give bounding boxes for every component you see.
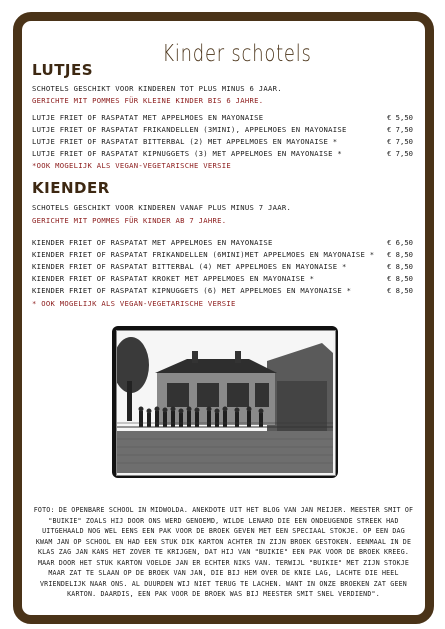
menu-item-price: € 8,50 <box>387 274 413 283</box>
menu-item-row <box>32 250 413 260</box>
lutjes-note: *OOK MOGELIJK ALS VEGAN-VEGETARISCHE VERSIE <box>32 161 231 170</box>
menu-item-row <box>32 262 413 272</box>
school-photo <box>112 326 338 478</box>
menu-item-price: € 6,50 <box>387 238 413 247</box>
kiender-intro: SCHOTELS GESCHIKT VOOR KINDEREN VANAF PLUS MINUS 7 JAAR. <box>32 203 292 212</box>
page-title: Kinder schotels <box>162 41 312 67</box>
menu-page <box>22 21 425 615</box>
menu-item-name: LUTJE FRIET OF RASPATAT MET APPELMOES EN MAYONAISE <box>32 113 264 122</box>
school-photo-image <box>116 330 336 476</box>
menu-item-row <box>32 137 413 147</box>
menu-item-price: € 7,50 <box>387 125 413 134</box>
kiender-intro-de: GERICHTE MIT POMMES FÜR KINDER AB 7 JAHRE. <box>32 216 227 225</box>
menu-item-row <box>32 274 413 284</box>
menu-item-row <box>32 238 413 248</box>
menu-item-price: € 7,50 <box>387 149 413 158</box>
menu-item-row <box>32 286 413 296</box>
menu-item-name: KIENDER FRIET OF RASPATAT KIPNUGGETS (6) MET APPELMOES EN MAYONAISE * <box>32 286 352 295</box>
kiender-note: * OOK MOGELIJK ALS VEGAN-VEGETARISCHE VERSIE <box>32 299 236 308</box>
menu-frame <box>13 12 434 624</box>
menu-item-price: € 8,50 <box>387 262 413 271</box>
menu-item-name: LUTJE FRIET OF RASPATAT KIPNUGGETS (3) MET APPELMOES EN MAYONAISE * <box>32 149 343 158</box>
menu-item-name: KIENDER FRIET OF RASPATAT KROKET MET APPELMOES EN MAYONAISE * <box>32 274 315 283</box>
lutjes-intro-de: GERICHTE MIT POMMES FÜR KLEINE KINDER BIS 6 JAHRE. <box>32 96 264 105</box>
school-building-illustration <box>117 331 333 473</box>
menu-item-price: € 5,50 <box>387 113 413 122</box>
menu-item-name: LUTJE FRIET OF RASPATAT BITTERBAL (2) MET APPELMOES EN MAYONAISE * <box>32 137 338 146</box>
section-heading-kiender: KIENDER <box>32 179 110 197</box>
photo-caption: FOTO: DE OPENBARE SCHOOL IN MIDWOLDA. ANEKDOTE UIT HET BLOG VAN JAN MEIJER. MEESTER SMIT OF "BUIKIE" ZOALS HIJ DOOR ONS WERD GENOEMD, WILDE LENARD DIE EEN ONDEUGENDE STREEK HAD UITGEHAALD NOG WEL EENS EEN PAK VOOR DE BROEK GEVEN MET EEN SPECIAAL STOKJE. OP EEN DAG KWAM JAN OP SCHOOL EN HAD EEN STUK DIK KARTON ACHTER IN ZIJN BROEK GESTOKEN. EENMAAL IN DE KLAS ZAG JAN KANS HET ZOVER TE KRIJGEN, DAT HIJ VAN "BUIKIE" EEN PAK VOOR DE BROEK KREEG. MAAR DOOR HET STUK KARTON VOELDE JAN ER ECHTER NIKS VAN. TERWIJL "BUIKIE" MET ZIJN STOKJE MAAR ZAT TE SLAAN OP DE BROEK VAN JAN, DIE BIJ HEM OVER DE KNIE LAG, LACHTE DIE HEEL VRIENDELIJK NAAR ONS. AL DUURDEN WIJ NIET TERUG TE LACHEN. WANT IN ONZE BROEKEN ZAT GEEN KARTON. DAARDIS, EEN PAK VOOR DE BROEK WAS BIJ MEESTER SMIT SNEL VERDIEND". <box>33 506 414 598</box>
menu-item-name: LUTJE FRIET OF RASPATAT FRIKANDELLEN (3MINI), APPELMOES EN MAYONAISE <box>32 125 347 134</box>
menu-item-price: € 8,50 <box>387 250 413 259</box>
menu-item-row <box>32 149 413 159</box>
menu-item-row <box>32 125 413 135</box>
menu-item-name: KIENDER FRIET OF RASPATAT FRIKANDELLEN (6MINI)MET APPELMOES EN MAYONAISE * <box>32 250 375 259</box>
section-heading-lutjes: LUTJES <box>32 61 94 79</box>
lutjes-intro: SCHOTELS GESCHIKT VOOR KINDEREN TOT PLUS MINUS 6 JAAR. <box>32 84 282 93</box>
menu-item-name: KIENDER FRIET OF RASPATAT MET APPELMOES EN MAYONAISE <box>32 238 273 247</box>
menu-item-name: KIENDER FRIET OF RASPATAT BITTERBAL (4) MET APPELMOES EN MAYONAISE * <box>32 262 347 271</box>
menu-item-row <box>32 113 413 123</box>
menu-item-price: € 8,50 <box>387 286 413 295</box>
menu-item-price: € 7,50 <box>387 137 413 146</box>
